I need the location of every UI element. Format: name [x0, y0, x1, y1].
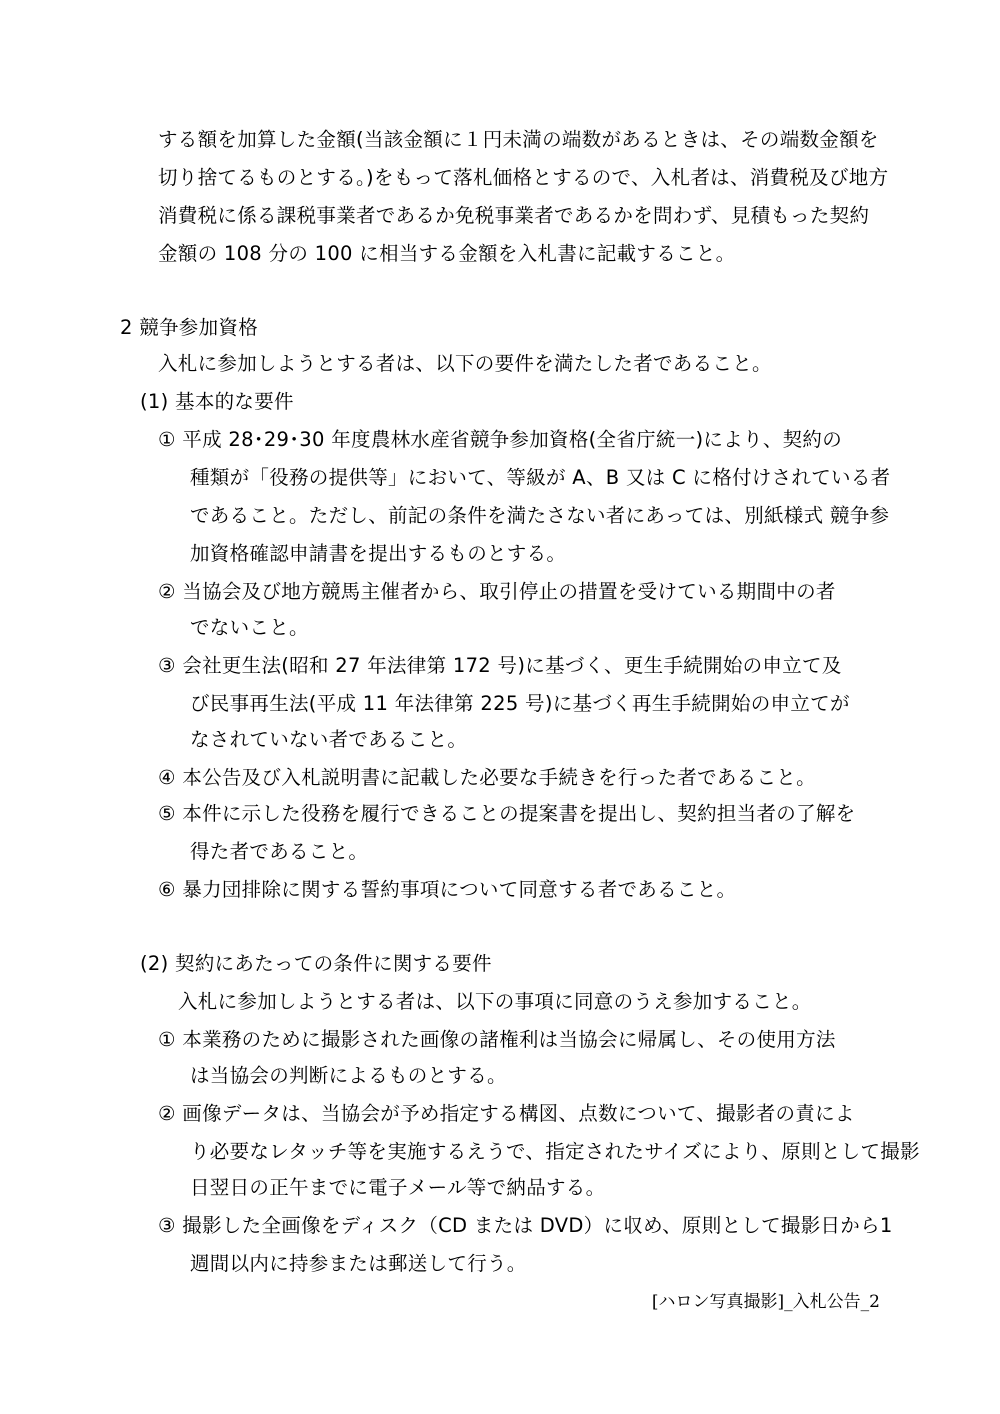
list-item: ⑥ 暴力団排除に関する誓約事項について同意する者であること。: [158, 878, 737, 901]
subsection-lead: 入札に参加しようとする者は、以下の事項に同意のうえ参加すること。: [178, 990, 812, 1013]
list-item: ② 当協会及び地方競馬主催者から、取引停止の措置を受けている期間中の者: [158, 580, 836, 603]
list-item: ① 平成 28･29･30 年度農林水産省競争参加資格(全省庁統一)により、契約の: [158, 428, 843, 451]
list-item-cont: でないこと。: [190, 616, 309, 639]
subsection-heading: (2) 契約にあたっての条件に関する要件: [140, 952, 492, 975]
list-item-cont: 得た者であること。: [190, 840, 369, 863]
intro-line: 金額の 108 分の 100 に相当する金額を入札書に記載すること。: [158, 242, 736, 265]
section-heading: 2 競争参加資格: [120, 316, 259, 339]
list-item: ① 本業務のために撮影された画像の諸権利は当協会に帰属し、その使用方法: [158, 1028, 836, 1051]
list-item-cont: び民事再生法(平成 11 年法律第 225 号)に基づく再生手続開始の申立てが: [190, 692, 850, 715]
intro-line: 切り捨てるものとする。)をもって落札価格とするので、入札者は、消費税及び地方: [158, 166, 889, 189]
section-lead: 入札に参加しようとする者は、以下の要件を満たした者であること。: [158, 352, 772, 375]
page-footer: [ハロン写真撮影]_入札公告_2: [651, 1292, 880, 1312]
list-item: ② 画像データは、当協会が予め指定する構図、点数について、撮影者の責によ: [158, 1102, 855, 1125]
list-item: ④ 本公告及び入札説明書に記載した必要な手続きを行った者であること。: [158, 766, 816, 789]
intro-line: 消費税に係る課税事業者であるか免税事業者であるかを問わず、見積もった契約: [158, 204, 870, 227]
intro-line: する額を加算した金額(当該金額に１円未満の端数があるときは、その端数金額を: [158, 128, 879, 151]
list-item-cont: は当協会の判断によるものとする。: [190, 1064, 507, 1087]
list-item: ③ 会社更生法(昭和 27 年法律第 172 号)に基づく、更生手続開始の申立て及: [158, 654, 842, 677]
list-item-cont: なされていない者であること。: [190, 728, 468, 751]
list-item-cont: であること。ただし、前記の条件を満たさない者にあっては、別紙様式 競争参: [190, 504, 890, 527]
list-item-cont: 種類が「役務の提供等」において、等級が A、B 又は C に格付けされている者: [190, 466, 891, 489]
list-item: ③ 撮影した全画像をディスク（CD または DVD）に収め、原則として撮影日から1: [158, 1214, 893, 1237]
list-item-cont: り必要なレタッチ等を実施するえうで、指定されたサイズにより、原則として撮影: [190, 1140, 920, 1163]
list-item-cont: 加資格確認申請書を提出するものとする。: [190, 542, 567, 565]
list-item-cont: 日翌日の正午までに電子メール等で納品する。: [190, 1176, 606, 1199]
subsection-heading: (1) 基本的な要件: [140, 390, 294, 413]
list-item-cont: 週間以内に持参または郵送して行う。: [190, 1252, 527, 1275]
list-item: ⑤ 本件に示した役務を履行できることの提案書を提出し、契約担当者の了解を: [158, 802, 856, 825]
